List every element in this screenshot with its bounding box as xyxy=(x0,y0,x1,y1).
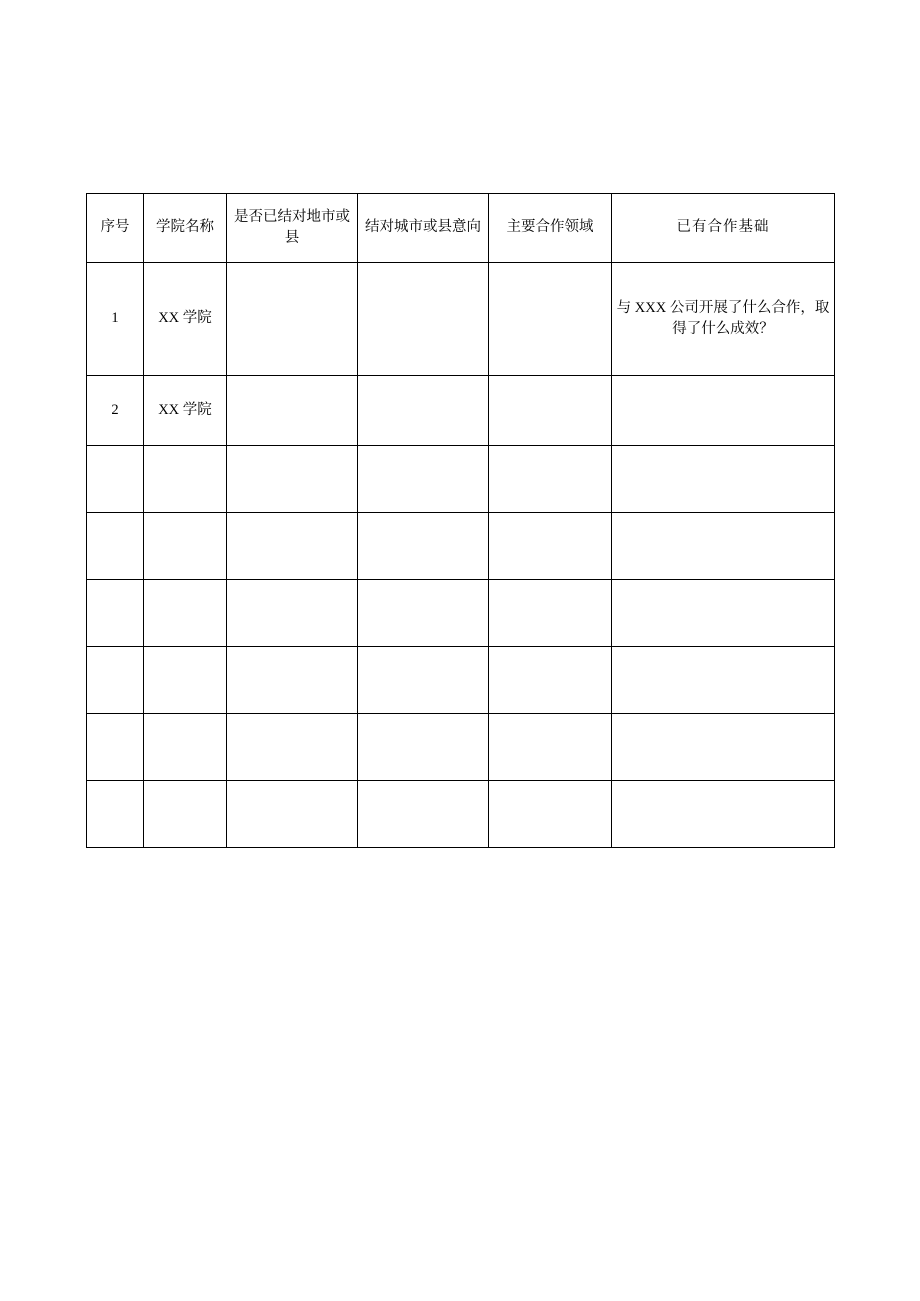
cell-seq xyxy=(87,781,144,848)
cell-seq: 2 xyxy=(87,376,144,446)
cell-intent xyxy=(358,580,489,647)
column-header-college: 学院名称 xyxy=(144,194,227,263)
table-header-row xyxy=(87,194,835,263)
table-row xyxy=(87,446,835,513)
cell-paired xyxy=(227,446,358,513)
cell-college xyxy=(144,446,227,513)
cell-college xyxy=(144,647,227,714)
cell-college: XX 学院 xyxy=(144,376,227,446)
cell-seq xyxy=(87,580,144,647)
cell-basis xyxy=(612,513,835,580)
table-row xyxy=(87,513,835,580)
cell-field xyxy=(489,647,612,714)
table-header xyxy=(87,194,835,263)
cell-paired xyxy=(227,781,358,848)
cell-seq xyxy=(87,446,144,513)
cell-basis xyxy=(612,446,835,513)
cell-intent xyxy=(358,647,489,714)
cell-basis xyxy=(612,714,835,781)
cell-field xyxy=(489,781,612,848)
cooperation-table xyxy=(86,193,835,848)
column-header-field: 主要合作领域 xyxy=(489,194,612,263)
column-header-intent: 结对城市或县意向 xyxy=(358,194,489,263)
cell-basis xyxy=(612,647,835,714)
column-header-basis: 已有合作基础 xyxy=(612,194,835,263)
table-row xyxy=(87,580,835,647)
column-header-paired: 是否已结对地市或县 xyxy=(227,194,358,263)
cell-seq xyxy=(87,647,144,714)
cell-college xyxy=(144,513,227,580)
column-header-seq: 序号 xyxy=(87,194,144,263)
cell-intent xyxy=(358,714,489,781)
table-row xyxy=(87,263,835,376)
cell-field xyxy=(489,714,612,781)
cell-intent xyxy=(358,446,489,513)
cell-basis: 与 XXX 公司开展了什么合作，取得了什么成效？ xyxy=(612,263,835,376)
cell-basis xyxy=(612,376,835,446)
cell-field xyxy=(489,376,612,446)
cell-field xyxy=(489,263,612,376)
cell-intent xyxy=(358,513,489,580)
cell-field xyxy=(489,513,612,580)
cell-paired xyxy=(227,714,358,781)
table-row xyxy=(87,714,835,781)
cell-paired xyxy=(227,263,358,376)
cell-basis xyxy=(612,580,835,647)
table-container xyxy=(86,193,834,848)
cell-field xyxy=(489,580,612,647)
cell-seq xyxy=(87,714,144,781)
cell-college xyxy=(144,714,227,781)
table-body xyxy=(87,263,835,848)
table-row xyxy=(87,781,835,848)
cell-basis xyxy=(612,781,835,848)
cell-intent xyxy=(358,376,489,446)
cell-seq xyxy=(87,513,144,580)
cell-seq: 1 xyxy=(87,263,144,376)
cell-paired xyxy=(227,580,358,647)
cell-paired xyxy=(227,376,358,446)
table-row xyxy=(87,647,835,714)
cell-paired xyxy=(227,647,358,714)
cell-college xyxy=(144,781,227,848)
table-row xyxy=(87,376,835,446)
cell-college: XX 学院 xyxy=(144,263,227,376)
cell-intent xyxy=(358,781,489,848)
cell-paired xyxy=(227,513,358,580)
cell-intent xyxy=(358,263,489,376)
cell-field xyxy=(489,446,612,513)
cell-college xyxy=(144,580,227,647)
